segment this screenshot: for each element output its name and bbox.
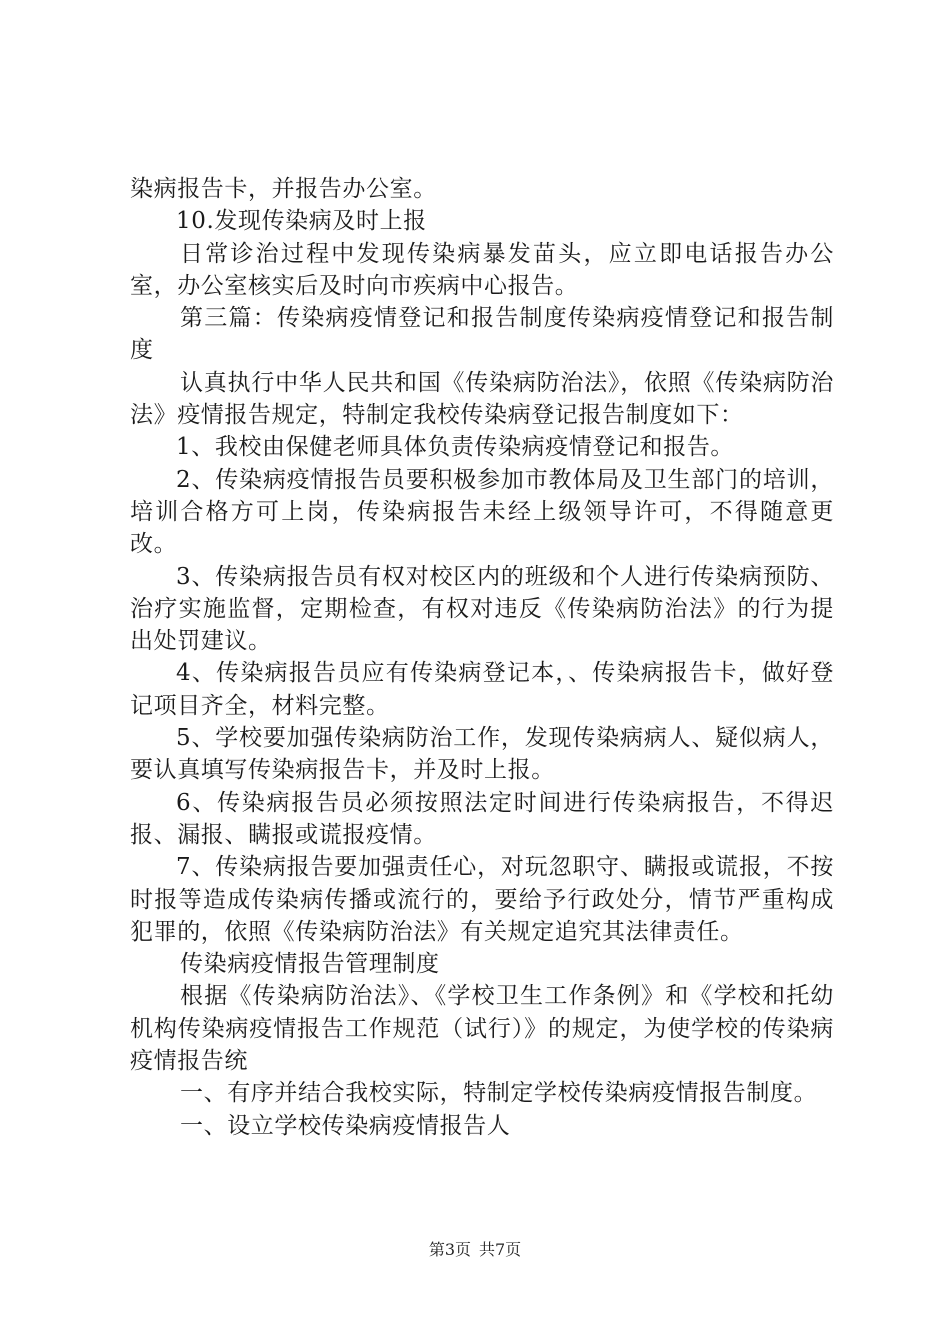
subsection-heading: 传染病疫情报告管理制度 (180, 951, 440, 978)
document-body (130, 173, 834, 1142)
rule-item-3: 3、传染病报告员有权对校区内的班级和个人进行传染病预防、治疗实施监督，定期检查，有权对违反《传染病防治法》的行为提出处罚建议。 (130, 563, 834, 655)
rule-item-5: 5、学校要加强传染病防治工作，发现传染病病人、疑似病人，要认真填写传染病报告卡，并及时上报。 (130, 725, 834, 784)
section-heading-third: 第三篇：传染病疫情登记和报告制度传染病疫情登记和报告制度 (130, 305, 834, 364)
paragraph-regulation-basis: 根据《传染病防治法》、《学校卫生工作条例》和《学校和托幼机构传染病疫情报告工作规范（试行）》的规定，为使学校的传染病疫情报告统 (130, 983, 834, 1075)
rule-item-4: 4、传染病报告员应有传染病登记本，、传染病报告卡，做好登记项目齐全，材料完整。 (130, 660, 834, 719)
rule-item-7: 7、传染病报告要加强责任心，对玩忽职守、瞒报或谎报，不按时报等造成传染病传播或流行的，要给予行政处分，情节严重构成犯罪的，依照《传染病防治法》有关规定追究其法律责任。 (130, 854, 834, 945)
page-total: 共7页 (479, 1240, 522, 1259)
paragraph-regulation-purpose: 一、有序并结合我校实际，特制定学校传染病疫情报告制度。 (180, 1080, 818, 1107)
paragraph-item-10-heading: 10.发现传染病及时上报 (176, 208, 427, 235)
page-number: 第3页 (428, 1240, 471, 1259)
rule-item-6: 6、传染病报告员必须按照法定时间进行传染病报告，不得迟报、漏报、瞒报或谎报疫情。 (130, 789, 834, 848)
paragraph-continuation: 染病报告卡，并报告办公室。 (130, 176, 437, 202)
rule-item-2: 2、传染病疫情报告员要积极参加市教体局及卫生部门的培训，培训合格方可上岗，传染病报告未经上级领导许可，不得随意更改。 (130, 466, 834, 558)
paragraph-section-one: 一、设立学校传染病疫情报告人 (180, 1112, 511, 1139)
page-footer (0, 1240, 950, 1260)
paragraph-intro: 认真执行中华人民共和国《传染病防治法》，依照《传染病防治法》疫情报告规定，特制定我校传染病登记报告制度如下： (130, 369, 834, 429)
paragraph-item-10-body: 日常诊治过程中发现传染病暴发苗头，应立即电话报告办公室，办公室核实后及时向市疾病中心报告。 (130, 240, 834, 299)
rule-item-1: 1、我校由保健老师具体负责传染病疫情登记和报告。 (176, 434, 735, 461)
